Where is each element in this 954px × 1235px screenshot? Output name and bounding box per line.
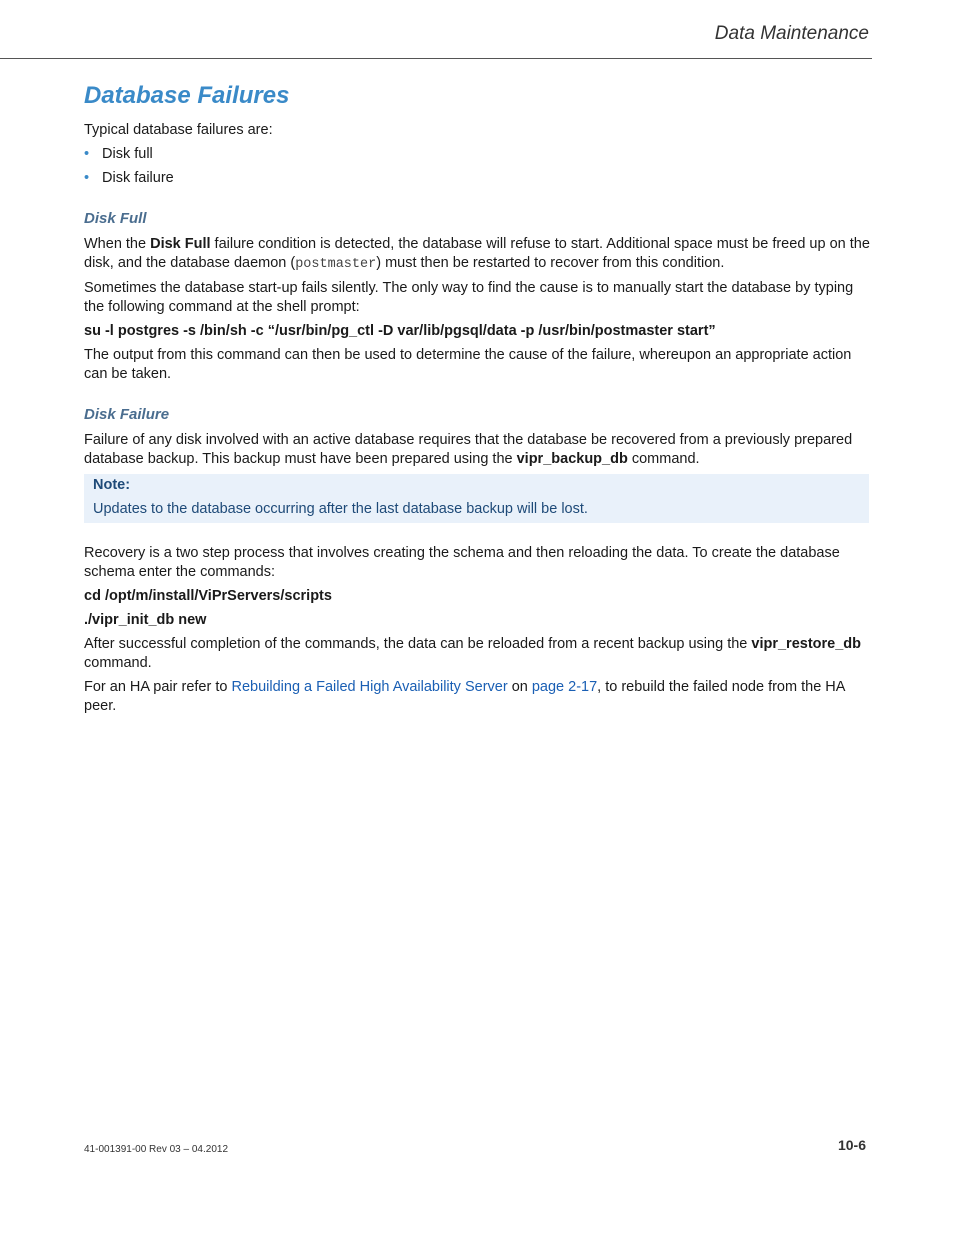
- text-run: failure condition is detected, the database will refuse to start. Additional space must be freed up on the disk, and the database daemon (: [84, 236, 870, 271]
- disk-failure-paragraph-4: [84, 678, 870, 716]
- section-title: Data Maintenance: [714, 23, 869, 44]
- note-label: Note:: [93, 477, 131, 493]
- note-text: Updates to the database occurring after the last database backup will be lost.: [93, 501, 588, 517]
- text-run: For an HA pair refer to: [84, 679, 232, 695]
- page-title: Database Failures: [84, 82, 290, 109]
- bold-term: vipr_backup_db: [516, 451, 628, 467]
- note-box: [84, 474, 869, 523]
- intro-text: Typical database failures are:: [84, 122, 273, 138]
- list-item: [84, 169, 870, 188]
- text-run: Failure of any disk involved with an active database requires that the database be recovered from a previously prepared database backup. This backup must have been prepared using the: [84, 432, 853, 467]
- disk-full-heading: Disk Full: [84, 210, 147, 227]
- shell-command: ./vipr_init_db new: [84, 612, 207, 628]
- header-divider: [0, 58, 872, 59]
- disk-full-paragraph-1: [84, 235, 870, 274]
- list-item: [84, 145, 870, 164]
- page-number: 10-6: [837, 1137, 866, 1153]
- bullet-icon: •: [84, 170, 90, 186]
- disk-failure-paragraph-2: Recovery is a two step process that involves creating the schema and then reloading the data. To create the database schema enter the commands:: [84, 545, 840, 580]
- list-item-label: Disk failure: [102, 170, 174, 186]
- disk-failure-paragraph-1: [84, 431, 870, 469]
- text-run: command.: [627, 451, 700, 467]
- shell-command: su -l postgres -s /bin/sh -c “/usr/bin/pg_ctl -D var/lib/pgsql/data -p /usr/bin/postmaster start”: [84, 323, 716, 339]
- bullet-icon: •: [84, 146, 90, 162]
- inline-code: postmaster: [295, 257, 377, 272]
- disk-failure-heading: Disk Failure: [84, 406, 170, 423]
- bold-term: vipr_restore_db: [751, 636, 861, 652]
- text-run: , to rebuild the failed node from the HA peer.: [84, 679, 845, 714]
- page-content: [84, 82, 870, 721]
- text-run: ) must then be restarted to recover from this condition.: [376, 255, 725, 271]
- shell-command: cd /opt/m/install/ViPrServers/scripts: [84, 588, 332, 604]
- list-item-label: Disk full: [102, 146, 153, 162]
- bold-term: Disk Full: [150, 236, 211, 252]
- rebuilding-server-link[interactable]: Rebuilding a Failed High Availability Server: [231, 679, 508, 695]
- text-run: command.: [84, 655, 152, 671]
- page-reference-link[interactable]: page 2-17: [531, 679, 598, 695]
- text-run: After successful completion of the commands, the data can be reloaded from a recent backup using the: [84, 636, 752, 652]
- document-id: 41-001391-00 Rev 03 – 04.2012: [84, 1144, 229, 1155]
- failure-list: [84, 145, 870, 188]
- disk-full-paragraph-2: Sometimes the database start-up fails silently. The only way to find the cause is to manually start the database by typing the following command at the shell prompt:: [84, 280, 854, 315]
- text-run: When the: [84, 236, 151, 252]
- text-run: on: [507, 679, 532, 695]
- disk-failure-paragraph-3: [84, 635, 870, 673]
- disk-full-paragraph-3: The output from this command can then be used to determine the cause of the failure, whereupon an appropriate action can be taken.: [84, 347, 852, 382]
